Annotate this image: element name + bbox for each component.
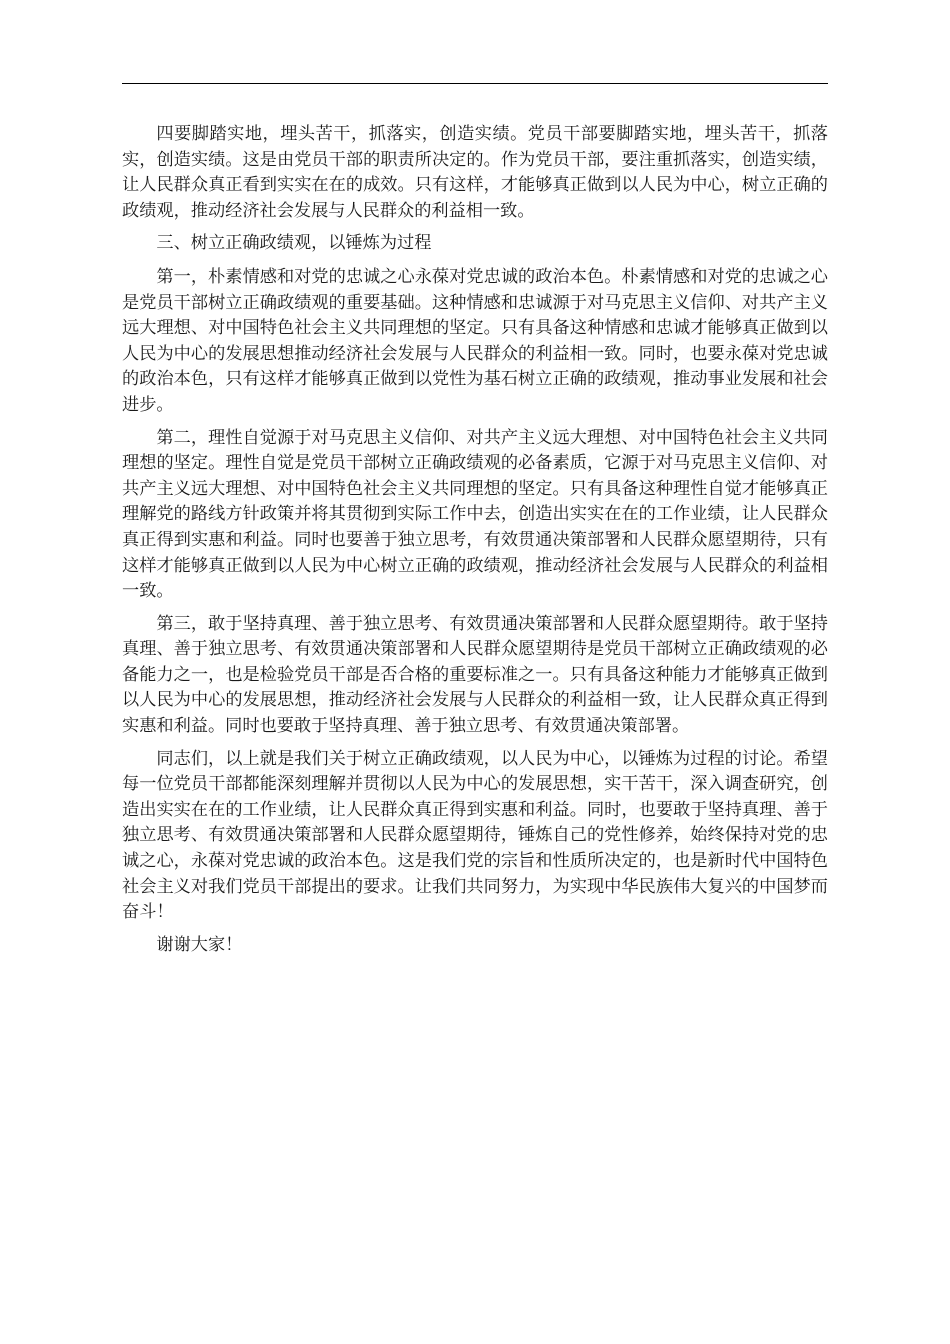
paragraph-third: 第三，敢于坚持真理、善于独立思考、有效贯通决策部署和人民群众愿望期待。敢于坚持真理、善于独立思考、有效贯通决策部署和人民群众愿望期待是党员干部树立正确政绩观的必备能力之一，也是检验党员干部是否合格的重要标准之一。只有具备这种能力才能够真正做到以人民为中心的发展思想，推动经济社会发展与人民群众的利益相一致，让人民群众真正得到实惠和利益。同时也要敢于坚持真理、善于独立思考、有效贯通决策部署。 — [122, 613, 828, 737]
header-rule — [122, 83, 828, 84]
section-heading-three: 三、树立正确政绩观，以锤炼为过程 — [156, 233, 432, 254]
paragraph-point-four: 四要脚踏实地，埋头苦干，抓落实，创造实绩。党员干部要脚踏实地，埋头苦干，抓落实，创造实绩。这是由党员干部的职责所决定的。作为党员干部，要注重抓落实，创造实绩，让人民群众真正看到实实在在的成效。只有这样，才能够真正做到以人民为中心，树立正确的政绩观，推动经济社会发展与人民群众的利益相一致。 — [122, 124, 828, 221]
paragraph-first: 第一，朴素情感和对党的忠诚之心永葆对党忠诚的政治本色。朴素情感和对党的忠诚之心是党员干部树立正确政绩观的重要基础。这种情感和忠诚源于对马克思主义信仰、对共产主义远大理想、对中国特色社会主义共同理想的坚定。只有具备这种情感和忠诚才能够真正做到以人民为中心的发展思想推动经济社会发展与人民群众的利益相一致。同时，也要永葆对党忠诚的政治本色，只有这样才能够真正做到以党性为基石树立正确的政绩观，推动事业发展和社会进步。 — [122, 266, 828, 415]
document-body — [122, 122, 828, 965]
paragraph-second: 第二，理性自觉源于对马克思主义信仰、对共产主义远大理想、对中国特色社会主义共同理想的坚定。理性自觉是党员干部树立正确政绩观的必备素质，它源于对马克思主义信仰、对共产主义远大理想、对中国特色社会主义共同理想的坚定。只有具备这种理性自觉才能够真正理解党的路线方针政策并将其贯彻到实际工作中去，创造出实实在在的工作业绩，让人民群众真正得到实惠和利益。同时也要善于独立思考，有效贯通决策部署和人民群众愿望期待，只有这样才能够真正做到以人民为中心树立正确的政绩观，推动经济社会发展与人民群众的利益相一致。 — [122, 427, 828, 602]
paragraph-conclusion: 同志们，以上就是我们关于树立正确政绩观，以人民为中心，以锤炼为过程的讨论。希望每一位党员干部都能深刻理解并贯彻以人民为中心的发展思想，实干苦干，深入调查研究，创造出实实在在的工作业绩，让人民群众真正得到实惠和利益。同时，也要敢于坚持真理、善于独立思考、有效贯通决策部署和人民群众愿望期待，锤炼自己的党性修养，始终保持对党的忠诚之心，永葆对党忠诚的政治本色。这是我们党的宗旨和性质所决定的，也是新时代中国特色社会主义对我们党员干部提出的要求。让我们共同努力，为实现中华民族伟大复兴的中国梦而奋斗！ — [122, 748, 828, 923]
paragraph-thanks: 谢谢大家！ — [156, 934, 243, 955]
